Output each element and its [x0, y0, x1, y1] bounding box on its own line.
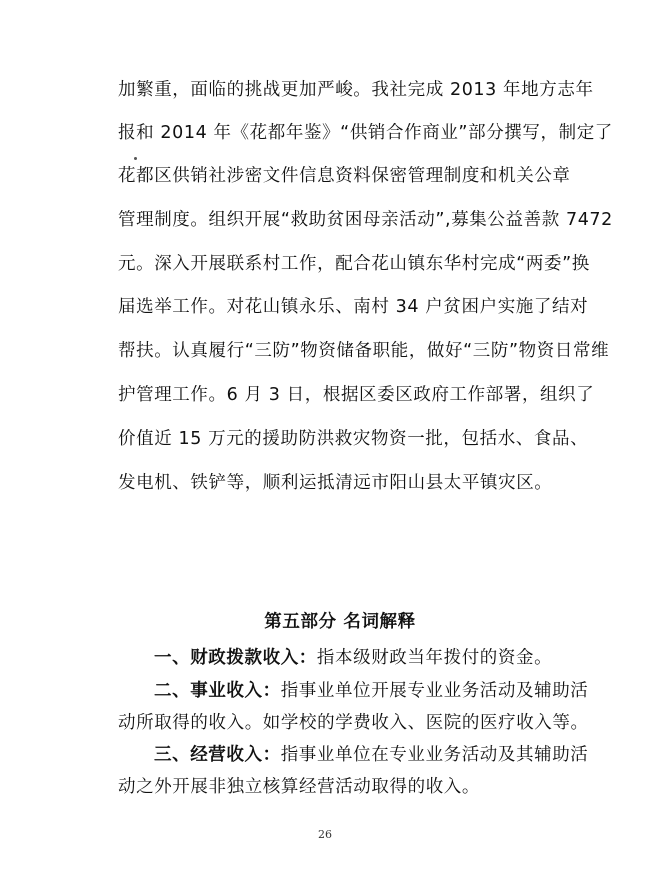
- body-line-6: 届选举工作。对花山镇永乐、南村 34 户贫困户实施了结对: [118, 297, 589, 317]
- body-line-4: 管理制度。组织开展“救助贫困母亲活动”,募集公益善款 7472: [118, 210, 613, 230]
- body-line-2: 报和 2014 年《花都年鉴》“供销合作商业”部分撰写，制定了: [118, 123, 613, 143]
- term-definition: 指本级财政当年拨付的资金。: [316, 648, 553, 668]
- term-label: 一、财政拨款收入：: [154, 648, 317, 668]
- term-definition: 指事业单位开展专业业务活动及辅助活: [280, 681, 589, 701]
- term-label: 二、事业收入：: [154, 681, 281, 701]
- body-line-9: 价值近 15 万元的援助防洪救灾物资一批，包括水、食品、: [118, 429, 589, 449]
- term-3: [118, 743, 614, 767]
- scan-speck: [134, 157, 137, 160]
- body-line-10: 发电机、铁铲等，顺利运抵清远市阳山县太平镇灾区。: [118, 473, 553, 493]
- term-2-continuation: 动所取得的收入。如学校的学费收入、医院的医疗收入等。: [118, 713, 589, 733]
- term-definition: 指事业单位在专业业务活动及其辅助活: [280, 745, 589, 765]
- term-3-continuation: 动之外开展非独立核算经营活动取得的收入。: [118, 777, 480, 797]
- body-line-5: 元。深入开展联系村工作，配合花山镇东华村完成“两委”换: [118, 254, 590, 274]
- term-2: [118, 679, 614, 703]
- body-line-1: 加繁重，面临的挑战更加严峻。我社完成 2013 年地方志年: [118, 80, 594, 100]
- body-line-7: 帮扶。认真履行“三防”物资储备职能，做好“三防”物资日常维: [118, 341, 610, 361]
- term-1: [118, 646, 614, 670]
- body-line-8: 护管理工作。6 月 3 日，根据区委区政府工作部署，组织了: [118, 385, 595, 405]
- section-title: 第五部分 名词解释: [264, 612, 416, 632]
- body-line-3: 花都区供销社涉密文件信息资料保密管理制度和机关公章: [118, 166, 571, 186]
- page-number: 26: [318, 828, 332, 841]
- term-label: 三、经营收入：: [154, 745, 281, 765]
